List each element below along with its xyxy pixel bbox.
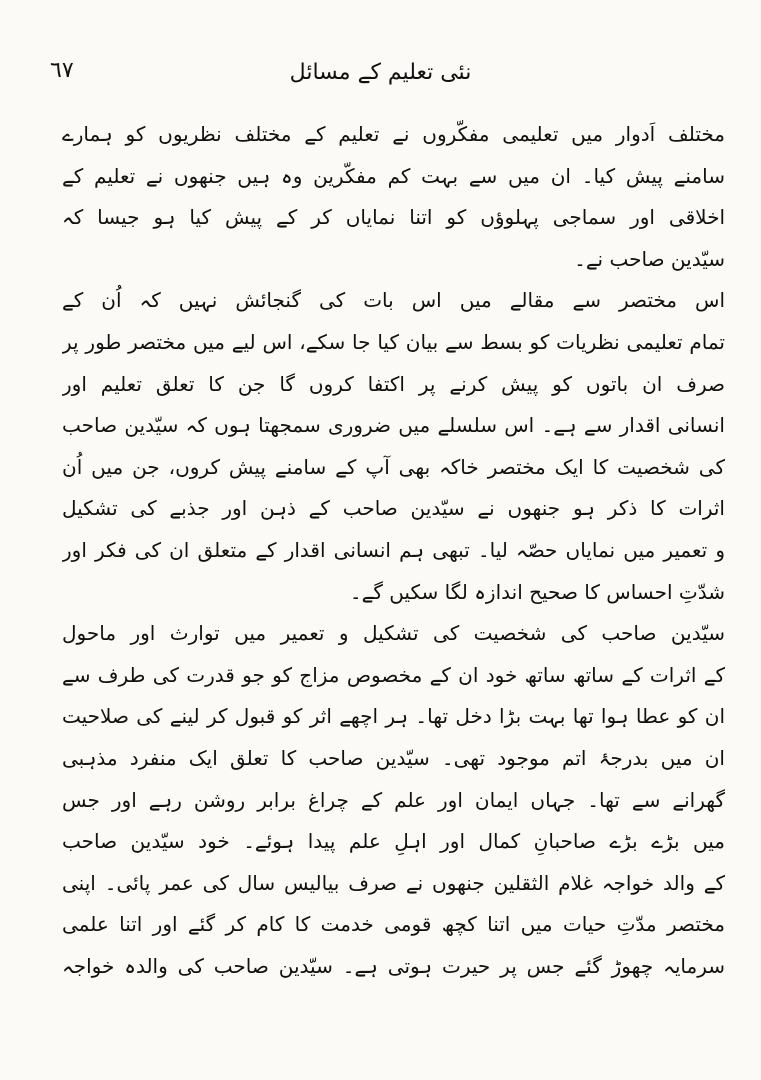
text-line: میں بڑے بڑے صاحبانِ کمال اور اہلِ علم پیدا ہوئے۔ خود سیّدین صاحب <box>62 829 725 854</box>
page-number: ٦٧ <box>50 58 74 83</box>
text-line: سرمایہ چھوڑ گئے جس پر حیرت ہوتی ہے۔ سیّدین صاحب کی والدہ خواجہ <box>62 953 725 978</box>
text-line: و تعمیر میں نمایاں حصّہ لیا۔ تبھی ہم انسانی اقدار کے متعلق ان کی فکر اور <box>62 537 725 562</box>
text-line: صرف ان باتوں کو پیش کرنے پر اکتفا کروں گا جن کا تعلق تعلیم اور <box>62 371 725 396</box>
running-head: نئی تعلیم کے مسائل <box>289 60 472 85</box>
text-line: انسانی اقدار سے ہے۔ اس سلسلے میں ضروری سمجھتا ہوں کہ سیّدین صاحب <box>62 413 725 438</box>
text-line: سیّدین صاحب نے۔ <box>574 246 725 271</box>
text-line: کے اثرات کے ساتھ ساتھ خود ان کے مخصوص مزاج کو جو قدرت کی طرف سے <box>62 662 725 687</box>
text-line: کی شخصیت کا ایک مختصر خاکہ بھی آپ کے سامنے پیش کروں، جن میں اُن <box>62 454 725 479</box>
body-text <box>62 114 725 987</box>
text-line: مختصر مدّتِ حیات میں اتنا کچھ قومی خدمت کا کام کر گئے اور اتنا علمی <box>62 912 725 937</box>
text-line: مختلف اَدوار میں تعلیمی مفکّروں نے تعلیم کے مختلف نظریوں کو ہمارے <box>62 122 725 146</box>
text-line: اثرات کا ذکر ہو جنھوں نے سیّدین صاحب کے ذہن اور جذبے کی تشکیل <box>62 496 725 521</box>
text-line: ان میں بدرجۂ اتم موجود تھی۔ سیّدین صاحب کا تعلق ایک منفرد مذہبی <box>62 745 725 770</box>
text-line: اخلاقی اور سماجی پہلوؤں کو اتنا نمایاں کر کے پیش کیا ہو جیسا کہ <box>62 205 725 230</box>
text-line: اس مختصر سے مقالے میں اس بات کی گنجائش نہیں کہ اُن کے <box>62 288 725 313</box>
text-line: سامنے پیش کیا۔ ان میں سے بہت کم مفکّرین وہ ہیں جنھوں نے تعلیم کے <box>62 163 725 188</box>
text-line: سیّدین صاحب کی شخصیت کی تشکیل و تعمیر میں توارث اور ماحول <box>62 621 725 646</box>
text-line: ان کو عطا ہوا تھا بہت بڑا دخل تھا۔ ہر اچھے اثر کو قبول کر لینے کی صلاحیت <box>62 704 725 729</box>
text-line: تمام تعلیمی نظریات کو بسط سے بیان کیا جا سکے، اس لیے میں مختصر طور پر <box>62 329 725 354</box>
text-line: کے والد خواجہ غلام الثقلین جنھوں نے صرف بیالیس سال کی عمر پائی۔ اپنی <box>62 870 725 895</box>
text-line: شدّتِ احساس کا صحیح اندازہ لگا سکیں گے۔ <box>349 579 725 604</box>
text-line: گھرانے سے تھا۔ جہاں ایمان اور علم کے چراغ برابر روشن رہے اور جس <box>62 787 725 812</box>
